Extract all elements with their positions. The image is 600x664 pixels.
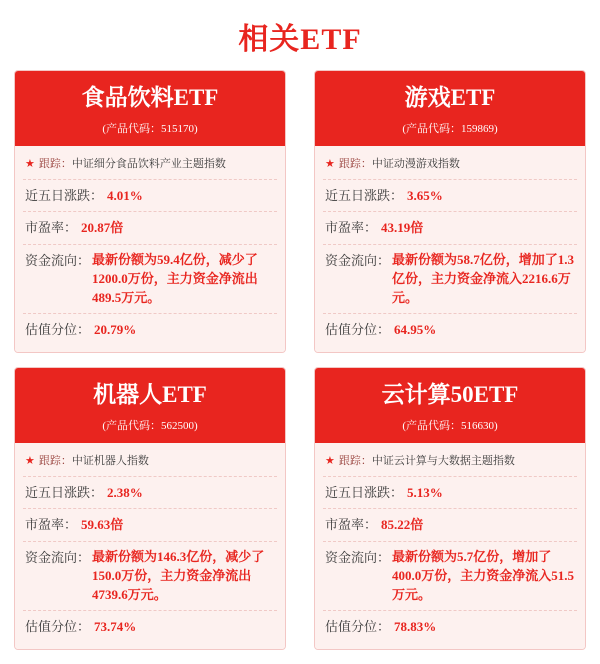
etf-pe-label: 市盈率： bbox=[25, 517, 78, 533]
etf-track-row bbox=[323, 150, 577, 180]
etf-flow-label: 资金流向： bbox=[325, 252, 391, 268]
etf-card[interactable] bbox=[314, 367, 586, 650]
etf-name: 游戏ETF bbox=[404, 85, 496, 110]
etf-flow-value: 最新份额为59.4亿份，减少了1200.0万份，主力资金净流出489.5万元。 bbox=[92, 251, 258, 305]
etf-flow-label: 资金流向： bbox=[25, 549, 91, 565]
star-icon: ★ bbox=[325, 158, 335, 171]
etf-valuation-row bbox=[323, 611, 577, 643]
etf-code bbox=[21, 120, 279, 136]
etf-valuation-label: 估值分位： bbox=[25, 322, 91, 338]
etf-flow-value: 最新份额为146.3亿份，减少了150.0万份，主力资金净流出4739.6万元。 bbox=[92, 548, 265, 602]
etf-card-body bbox=[15, 146, 285, 352]
etf-pe-value: 20.87倍 bbox=[81, 220, 124, 236]
etf-card-body bbox=[15, 443, 285, 649]
etf-track-row bbox=[323, 447, 577, 477]
etf-valuation-value: 20.79% bbox=[94, 322, 137, 338]
etf-card-body bbox=[315, 443, 585, 649]
etf-track-value: 中证细分食品饮料产业主题指数 bbox=[71, 158, 226, 171]
etf-track-value: 中证动漫游戏指数 bbox=[371, 158, 460, 171]
etf-change-label: 近五日涨跌： bbox=[25, 484, 104, 500]
etf-flow-label: 资金流向： bbox=[25, 252, 91, 268]
etf-track-label: 跟踪： bbox=[338, 455, 372, 468]
etf-change-row bbox=[23, 180, 277, 213]
etf-valuation-row bbox=[23, 611, 277, 643]
etf-pe-row bbox=[23, 212, 277, 245]
etf-valuation-value: 64.95% bbox=[394, 322, 437, 338]
etf-pe-value: 59.63倍 bbox=[81, 517, 124, 533]
etf-flow-value: 最新份额为5.7亿份，增加了400.0万份，主力资金净流入51.5万元。 bbox=[392, 548, 575, 602]
etf-code bbox=[321, 417, 579, 433]
etf-card[interactable] bbox=[14, 70, 286, 353]
etf-change-row bbox=[23, 477, 277, 510]
etf-code-prefix: (产品代码： bbox=[102, 123, 161, 136]
etf-change-row bbox=[323, 477, 577, 510]
etf-card-header bbox=[315, 368, 585, 443]
etf-flow-value: 最新份额为58.7亿份，增加了1.3亿份，主力资金净流入2216.6万元。 bbox=[392, 251, 575, 305]
etf-card-grid bbox=[14, 70, 586, 664]
etf-pe-row bbox=[323, 509, 577, 542]
etf-pe-label: 市盈率： bbox=[325, 517, 378, 533]
etf-track-row bbox=[23, 447, 277, 477]
etf-change-label: 近五日涨跌： bbox=[325, 187, 404, 203]
etf-code-prefix: (产品代码： bbox=[402, 123, 461, 136]
etf-flow-row bbox=[23, 245, 277, 315]
etf-change-label: 近五日涨跌： bbox=[25, 187, 104, 203]
etf-code-prefix: (产品代码： bbox=[102, 420, 161, 433]
etf-code-suffix: ) bbox=[494, 420, 498, 433]
etf-card[interactable] bbox=[14, 367, 286, 650]
etf-code-value: 562500 bbox=[161, 420, 194, 433]
etf-valuation-row bbox=[23, 314, 277, 346]
etf-valuation-value: 73.74% bbox=[94, 619, 137, 635]
etf-card-header bbox=[315, 71, 585, 146]
etf-name: 机器人ETF bbox=[93, 381, 207, 407]
page-title: 相关ETF bbox=[238, 23, 362, 56]
etf-pe-row bbox=[23, 509, 277, 542]
etf-valuation-label: 估值分位： bbox=[325, 322, 391, 338]
etf-change-value: 2.38% bbox=[107, 484, 143, 500]
etf-track-label: 跟踪： bbox=[38, 455, 72, 468]
etf-flow-row bbox=[23, 542, 277, 612]
etf-track-label: 跟踪： bbox=[38, 158, 72, 171]
etf-track-value: 中证云计算与大数据主题指数 bbox=[371, 455, 515, 468]
etf-card-header bbox=[15, 71, 285, 146]
etf-code bbox=[321, 120, 579, 136]
etf-code bbox=[21, 417, 279, 433]
star-icon: ★ bbox=[25, 158, 35, 171]
etf-valuation-row bbox=[323, 314, 577, 346]
etf-pe-label: 市盈率： bbox=[325, 220, 378, 236]
etf-track-value: 中证机器人指数 bbox=[71, 455, 149, 468]
etf-code-suffix: ) bbox=[494, 123, 498, 136]
etf-pe-label: 市盈率： bbox=[25, 220, 78, 236]
etf-change-value: 4.01% bbox=[107, 187, 143, 203]
etf-flow-row bbox=[323, 542, 577, 612]
etf-code-value: 515170 bbox=[161, 123, 194, 136]
etf-code-value: 159869 bbox=[461, 123, 494, 136]
etf-change-value: 3.65% bbox=[407, 187, 443, 203]
etf-change-label: 近五日涨跌： bbox=[325, 484, 404, 500]
etf-pe-value: 85.22倍 bbox=[381, 517, 424, 533]
etf-code-suffix: ) bbox=[194, 123, 198, 136]
etf-flow-row bbox=[323, 245, 577, 315]
etf-change-value: 5.13% bbox=[407, 484, 443, 500]
etf-valuation-label: 估值分位： bbox=[25, 619, 91, 635]
star-icon: ★ bbox=[325, 455, 335, 468]
etf-name: 食品饮料ETF bbox=[81, 85, 219, 110]
etf-valuation-value: 78.83% bbox=[394, 619, 437, 635]
etf-pe-value: 43.19倍 bbox=[381, 220, 424, 236]
etf-change-row bbox=[323, 180, 577, 213]
etf-name: 云计算50ETF bbox=[381, 381, 519, 407]
etf-card-body bbox=[315, 146, 585, 352]
etf-pe-row bbox=[323, 212, 577, 245]
etf-card-header bbox=[15, 368, 285, 443]
etf-track-row bbox=[23, 150, 277, 180]
etf-code-value: 516630 bbox=[461, 420, 494, 433]
etf-code-prefix: (产品代码： bbox=[402, 420, 461, 433]
etf-card[interactable] bbox=[314, 70, 586, 353]
etf-flow-label: 资金流向： bbox=[325, 549, 391, 565]
etf-valuation-label: 估值分位： bbox=[325, 619, 391, 635]
star-icon: ★ bbox=[25, 455, 35, 468]
etf-code-suffix: ) bbox=[194, 420, 198, 433]
etf-track-label: 跟踪： bbox=[338, 158, 372, 171]
